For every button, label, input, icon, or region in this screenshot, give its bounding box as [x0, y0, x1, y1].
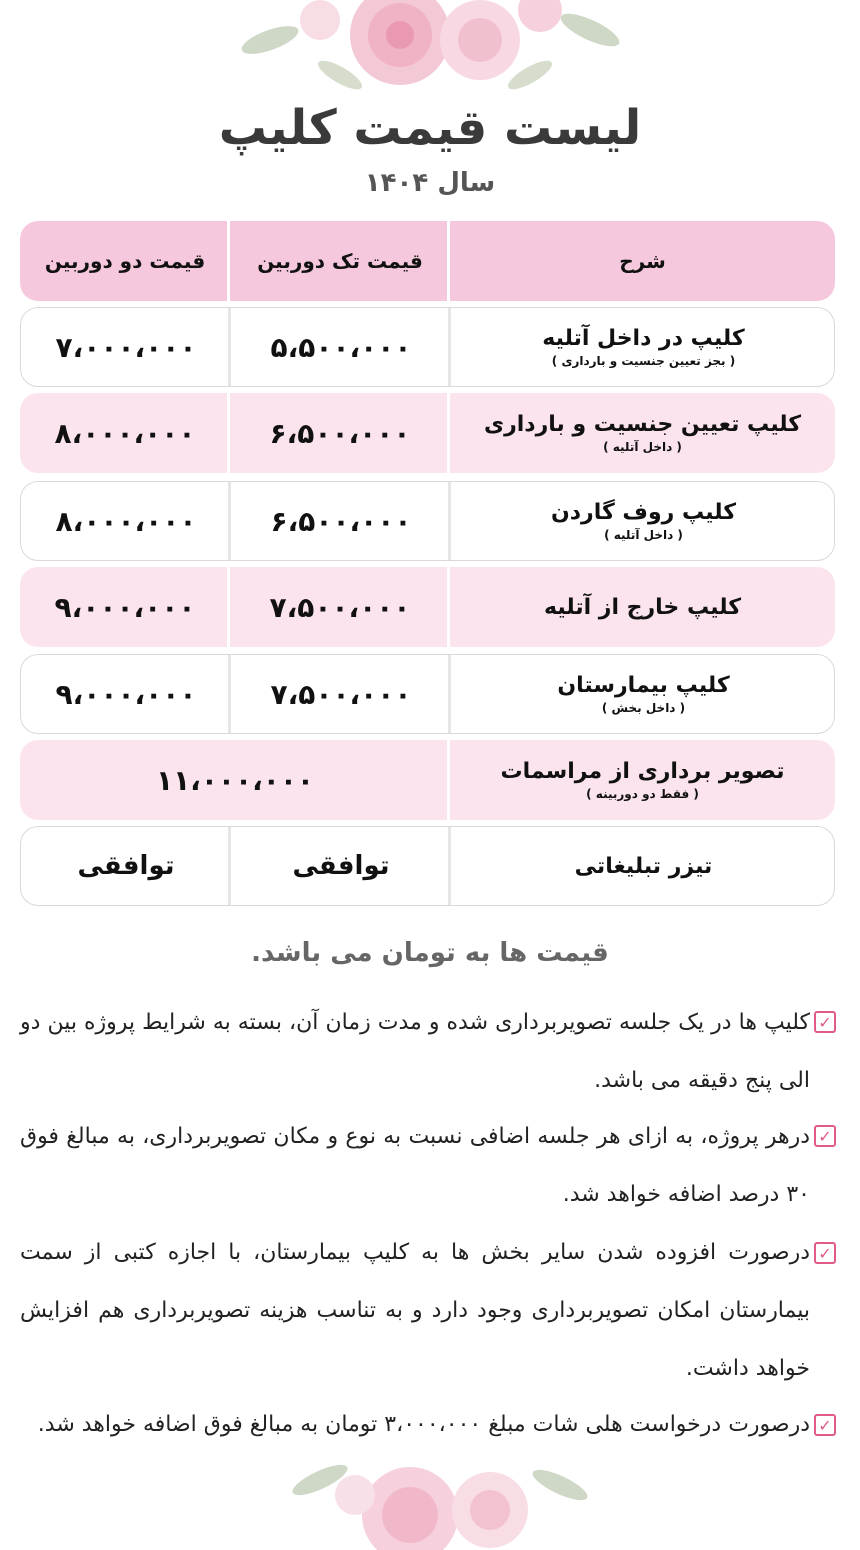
table-row	[20, 481, 835, 561]
floral-decoration-top	[230, 0, 630, 110]
header-desc: شرح	[619, 249, 666, 273]
note-item: درصورت درخواست هلی شات مبلغ ۳،۰۰۰،۰۰۰ تومان به مبالغ فوق اضافه خواهد شد.	[37, 1412, 810, 1437]
table-row	[20, 307, 835, 387]
double-camera-price: توافقی	[77, 851, 175, 881]
page-subtitle: سال ۱۴۰۴	[364, 168, 496, 198]
row-title: کلیپ تعیین جنسیت و بارداری	[483, 412, 802, 437]
page-title: لیست قیمت کلیپ	[218, 100, 642, 156]
single-camera-price: ۷،۵۰۰،۰۰۰	[269, 590, 411, 624]
checkbox-icon: ✓	[814, 1242, 836, 1264]
row-title: تصویر برداری از مراسمات	[500, 759, 785, 784]
row-title: تیزر تبلیغاتی	[574, 853, 713, 879]
double-camera-price: ۹،۰۰۰،۰۰۰	[54, 590, 196, 624]
single-camera-price: توافقی	[292, 851, 390, 881]
checkbox-icon: ✓	[814, 1125, 836, 1147]
row-subtitle: ( داخل بخش )	[601, 701, 686, 715]
table-row	[20, 654, 835, 734]
row-subtitle: ( داخل آتلیه )	[603, 440, 682, 454]
table-row	[20, 826, 835, 906]
row-subtitle: ( بجز تعیین جنسیت و بارداری )	[551, 354, 736, 368]
checkbox-icon: ✓	[814, 1011, 836, 1033]
header-double-camera: قیمت دو دوربین	[44, 249, 206, 273]
header-single-camera: قیمت تک دوربین	[257, 249, 423, 273]
table-row	[20, 567, 835, 647]
row-title: کلیپ در داخل آتلیه	[542, 326, 745, 351]
table-row	[20, 393, 835, 473]
note-item: درهر پروژه، به ازای هر جلسه اضافی نسبت به نوع و مکان تصویربرداری، به مبالغ فوق ۳۰ درصد اضافه خواهد شد.	[20, 1124, 810, 1207]
double-camera-price: ۸،۰۰۰،۰۰۰	[54, 416, 196, 450]
checkbox-icon: ✓	[814, 1414, 836, 1436]
note-item: کلیپ ها در یک جلسه تصویربرداری شده و مدت زمان آن، بسته به شرایط پروژه بین دو الی پنج دقیقه می باشد.	[20, 1010, 810, 1093]
double-camera-price: ۷،۰۰۰،۰۰۰	[55, 330, 197, 364]
table-header-row	[20, 221, 835, 301]
row-title: کلیپ روف گاردن	[550, 500, 737, 525]
row-title: کلیپ بیمارستان	[557, 673, 730, 698]
row-subtitle: ( داخل آتلیه )	[604, 528, 683, 542]
single-camera-price: ۶،۵۰۰،۰۰۰	[270, 504, 412, 538]
currency-note: قیمت ها به تومان می باشد.	[251, 938, 609, 968]
merged-price: ۱۱،۰۰۰،۰۰۰	[156, 763, 314, 797]
table-row	[20, 740, 835, 820]
single-camera-price: ۷،۵۰۰،۰۰۰	[270, 677, 412, 711]
single-camera-price: ۵،۵۰۰،۰۰۰	[270, 330, 412, 364]
floral-decoration-bottom	[260, 1440, 620, 1550]
row-subtitle: ( فقط دو دوربینه )	[586, 787, 699, 801]
single-camera-price: ۶،۵۰۰،۰۰۰	[269, 416, 411, 450]
row-title: کلیپ خارج از آتلیه	[544, 594, 741, 620]
note-item: درصورت افزوده شدن سایر بخش ها به کلیپ بیمارستان، با اجازه کتبی از سمت بیمارستان امکان تصویربرداری وجود دارد و به تناسب هزینه تصویربرداری هم افزایش خواهد داشت.	[20, 1240, 810, 1381]
double-camera-price: ۸،۰۰۰،۰۰۰	[55, 504, 197, 538]
double-camera-price: ۹،۰۰۰،۰۰۰	[55, 677, 197, 711]
